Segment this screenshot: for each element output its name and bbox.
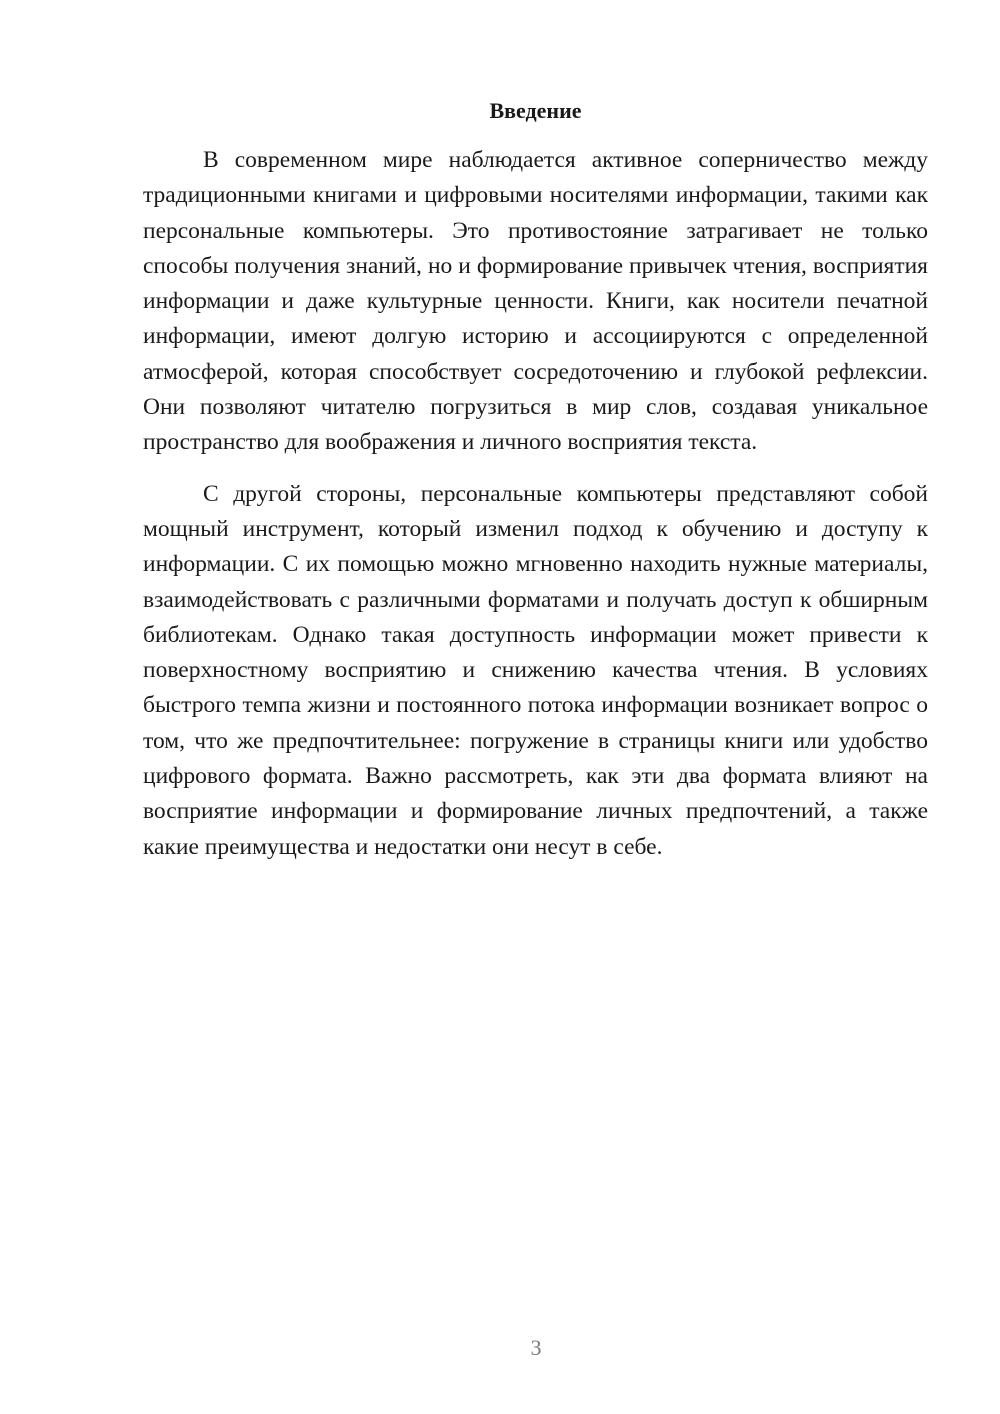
paragraph-intro: В современном мире наблюдается активное соперничество между традиционными книгами и цифровыми носителями информации, такими как персональные компьютеры. Это противостояние затрагивает не только способы получения знаний, но и формирование привычек чтения, восприятия информации и даже культурные ценности. Книги, как носители печатной информации, имеют долгую историю и ассоциируются с определенной атмосферой, которая способствует сосредоточению и глубокой рефлексии. Они позволяют читателю погрузиться в мир слов, создавая уникальное пространство для воображения и личного восприятия текста. xyxy=(143,147,928,456)
body-text xyxy=(143,143,928,865)
paragraph-computers: С другой стороны, персональные компьютеры представляют собой мощный инструмент, который изменил подход к обучению и доступу к информации. С их помощью можно мгновенно находить нужные материалы, взаимодействовать с различными форматами и получать доступ к обширным библиотекам. Однако такая доступность информации может привести к поверхностному восприятию и снижению качества чтения. В условиях быстрого темпа жизни и постоянного потока информации возникает вопрос о том, что же предпочтительнее: погружение в страницы книги или удобство цифрового формата. Важно рассмотреть, как эти два формата влияют на восприятие информации и формирование личных предпочтений, а также какие преимущества и недостатки они несут в себе. xyxy=(143,480,928,860)
page-number: 3 xyxy=(530,1335,542,1360)
section-heading: Введение xyxy=(489,98,582,123)
